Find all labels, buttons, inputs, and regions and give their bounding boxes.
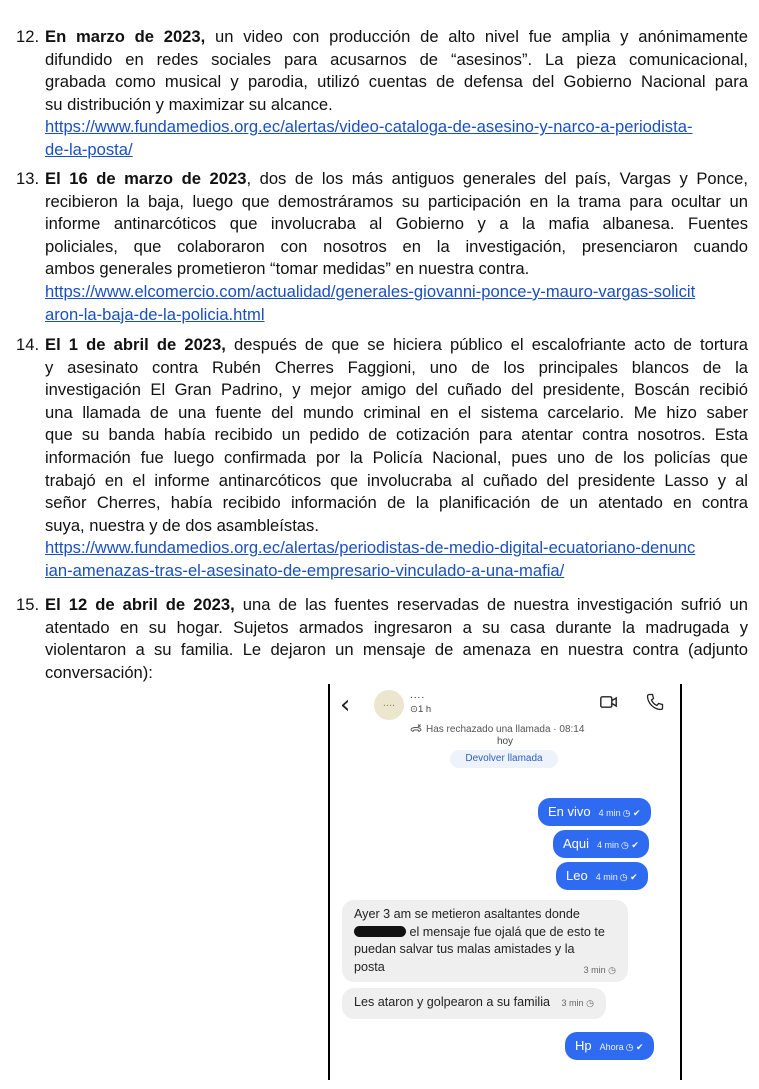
message-text: Les ataron y golpearon a su familia — [354, 995, 551, 1009]
text-line — [16, 71, 748, 94]
list-item — [16, 26, 748, 162]
body-text: información fue luego confirmada por la Policía Nacional, pues uno de los policías que — [45, 447, 748, 467]
text-line — [16, 470, 748, 493]
body-text: suya, nuestra y de dos asambleístas. — [45, 515, 319, 535]
incoming-message[interactable] — [342, 900, 628, 982]
day-separator: hoy — [496, 736, 514, 747]
text-line — [16, 213, 748, 236]
clock-icon: ◷ — [586, 998, 594, 1008]
body-text: su distribución y maximizar su alcance. — [45, 94, 333, 114]
text-line — [16, 304, 748, 327]
item-number: 12. — [16, 27, 40, 46]
source-link[interactable]: ian-amenazas-tras-el-asesinato-de-empresario-vinculado-a-una-mafia/ — [45, 560, 565, 580]
item-number: 13. — [16, 169, 40, 188]
outgoing-message[interactable] — [553, 830, 649, 858]
date-highlight: En marzo de 2023, — [45, 27, 206, 46]
list-item — [16, 334, 748, 583]
source-link[interactable]: https://www.fundamedios.org.ec/alertas/video-cataloga-de-asesino-y-narco-a-periodista- — [45, 117, 693, 137]
redaction-mark — [354, 926, 406, 937]
body-text: , dos de los más antiguos generales del país, Vargas y Ponce, — [246, 169, 748, 188]
text-line — [16, 639, 748, 662]
missed-call-notice — [410, 724, 584, 735]
body-text: que su banda había recibido un pedido de cotización para atentar contra nosotros. Esta — [45, 425, 748, 445]
read-receipt-icon: ◷ ✔ — [619, 872, 638, 882]
source-link[interactable]: https://www.fundamedios.org.ec/alertas/periodistas-de-medio-digital-ecuatoriano-denunc — [45, 538, 696, 558]
list-item — [16, 594, 748, 684]
text-line — [16, 236, 748, 259]
video-call-icon[interactable] — [600, 696, 617, 708]
missed-call-text: Has rechazado una llamada · 08:14 — [426, 724, 585, 735]
text-line — [16, 334, 748, 357]
contact-status: ⊙1 h — [410, 704, 432, 715]
outgoing-message[interactable] — [565, 1032, 654, 1060]
text-line — [16, 26, 748, 49]
text-line — [16, 168, 748, 191]
message-time: 4 min — [598, 808, 621, 818]
body-text: señor Cherres, había recibido información de la planificación de un atentado en contra — [45, 493, 748, 513]
text-line — [16, 94, 748, 117]
body-text: investigación El Gran Padrino, y mejor amigo del cuñado del presidente, Boscán recibió — [45, 380, 748, 400]
body-text: recibieron la baja, luego que demostráramos su participación en la trama para ocultar un — [45, 191, 748, 211]
contact-name: .... — [410, 690, 426, 701]
message-line: Ayer 3 am se metieron asaltantes donde — [354, 907, 580, 921]
text-line — [16, 191, 748, 214]
phone-call-icon[interactable] — [646, 693, 664, 711]
text-line — [16, 515, 748, 538]
message-text: En vivo — [548, 804, 591, 819]
source-link[interactable]: https://www.elcomercio.com/actualidad/generales-giovanni-ponce-y-mauro-vargas-solicit — [45, 281, 696, 301]
body-text: trabajó en el informe antinarcóticos que involucraba al cuñado del presidente Lasso y al — [45, 470, 748, 490]
body-text: violentaron a su familia. Le dejaron un mensaje de amenaza en nuestra contra (adjunto — [45, 640, 748, 660]
item-number: 14. — [16, 335, 40, 354]
body-text: y asesinato contra Rubén Cherres Faggioni, uno de los principales blancos de la — [45, 357, 748, 377]
source-link[interactable]: aron-la-baja-de-la-policia.html — [45, 304, 265, 324]
body-text: informe antinarcóticos que involucraba al Gobierno y a la mafia albanesa. Fuentes — [45, 214, 748, 234]
source-link[interactable]: de-la-posta/ — [45, 139, 133, 159]
date-highlight: El 16 de marzo de 2023 — [45, 169, 247, 188]
body-text: conversación): — [45, 662, 153, 682]
outgoing-message[interactable] — [538, 798, 651, 826]
read-receipt-icon: ◷ ✔ — [622, 808, 641, 818]
text-line — [16, 594, 748, 617]
outgoing-message[interactable] — [556, 862, 648, 890]
text-line — [16, 49, 748, 72]
incoming-message[interactable] — [342, 988, 606, 1019]
message-time: 3 min — [561, 998, 584, 1008]
text-line — [16, 116, 748, 139]
body-text: difundido en redes sociales para acusarnos de “asesinos”. La pieza comunicacional, — [45, 49, 748, 69]
message-time: 3 min — [583, 964, 606, 975]
text-line — [16, 258, 748, 281]
chat-header — [330, 684, 680, 724]
body-text: grabada como musical y parodia, utilizó cuentas de defensa del Gobierno Nacional para — [45, 72, 748, 92]
message-line: puedan salvar tus malas amistades y la — [354, 942, 575, 956]
text-line — [16, 560, 748, 583]
text-line — [16, 281, 748, 304]
message-text: Aqui — [563, 836, 590, 851]
message-line: el mensaje fue ojalá que de esto te — [406, 924, 605, 939]
avatar[interactable]: .... — [374, 690, 404, 720]
read-receipt-icon: ◷ ✔ — [625, 1042, 644, 1052]
read-receipt-icon: ◷ ✔ — [621, 840, 639, 850]
date-highlight: El 12 de abril de 2023, — [45, 595, 235, 614]
text-line — [16, 537, 748, 560]
item-number: 15. — [16, 595, 40, 614]
message-text: Hp — [575, 1038, 592, 1053]
chat-screenshot — [328, 684, 682, 1080]
body-text: ambos generales prometieron “tomar medidas” en nuestra contra. — [45, 259, 530, 279]
body-text: una llamada de una fuente del mundo criminal en el sistema carcelario. Me hizo saber — [45, 402, 748, 422]
body-text: una de las fuentes reservadas de nuestra investigación sufrió un — [234, 595, 749, 614]
message-time: 4 min — [597, 840, 620, 850]
text-line — [16, 379, 748, 402]
text-line — [16, 617, 748, 640]
clock-icon: ◷ — [608, 964, 616, 975]
call-back-button[interactable]: Devolver llamada — [450, 750, 558, 768]
message-text: Leo — [566, 868, 588, 883]
message-time: Ahora — [599, 1042, 624, 1052]
text-line — [16, 357, 748, 380]
message-time: 4 min — [595, 872, 618, 882]
text-line — [16, 662, 748, 685]
body-text: policiales, que colaboraron con nosotros en la investigación, presenciaron cuando — [45, 236, 748, 256]
text-line — [16, 402, 748, 425]
text-line — [16, 424, 748, 447]
missed-call-icon — [410, 724, 422, 734]
text-line — [16, 447, 748, 470]
body-text: después de que se hiciera público el escalofriante acto de tortura — [225, 335, 748, 354]
body-text: atentado en su hogar. Sujetos armados ingresaron a su casa durante la madrugada y — [45, 617, 748, 637]
text-line — [16, 492, 748, 515]
list-item — [16, 168, 748, 326]
date-highlight: El 1 de abril de 2023, — [45, 335, 226, 354]
back-arrow-icon[interactable]: ‹ — [340, 690, 351, 720]
message-line: posta — [354, 959, 385, 974]
body-text: un video con producción de alto nivel fue amplia y anónimamente — [205, 27, 748, 46]
text-line — [16, 139, 748, 162]
